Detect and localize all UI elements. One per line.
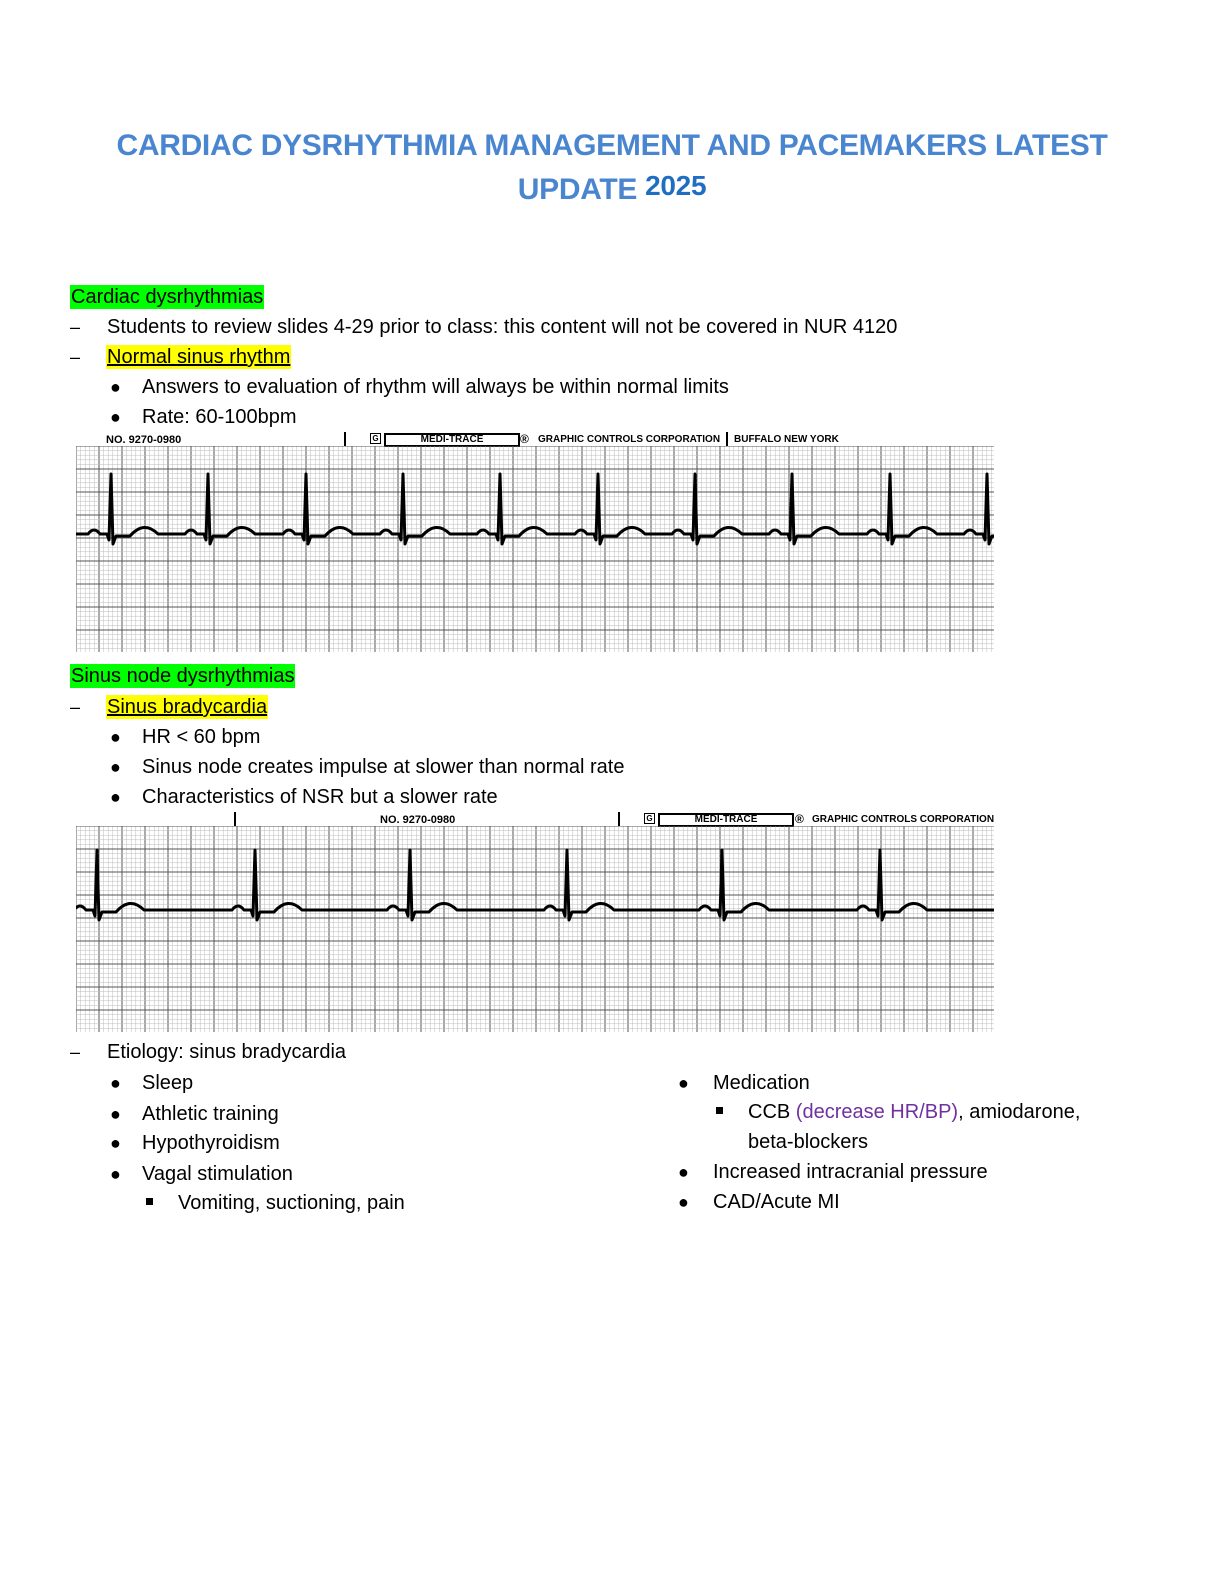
- brady-bullet-3: Characteristics of NSR but a slower rate: [142, 786, 498, 808]
- dash-bullet-icon: –: [70, 1042, 81, 1062]
- etiology-left-4: Vagal stimulation: [142, 1163, 293, 1185]
- etiology-right-sub: [748, 1099, 1080, 1125]
- sinus-brady-heading: [106, 694, 268, 720]
- strip1-divider-2: [726, 432, 728, 446]
- square-bullet-icon: [716, 1107, 723, 1114]
- heading-highlight: Cardiac dysrhythmias: [71, 286, 264, 308]
- bullet-icon: ●: [678, 1162, 689, 1182]
- strip1-number: NO. 9270-0980: [106, 434, 182, 446]
- etiology-right-sub-2: beta-blockers: [748, 1131, 869, 1153]
- etiology-left-sub: Vomiting, suctioning, pain: [178, 1192, 405, 1214]
- etiology-left-1: Sleep: [142, 1072, 194, 1094]
- bullet-icon: ●: [678, 1192, 689, 1212]
- nsr-bullet-1: Answers to evaluation of rhythm will always be within normal limits: [142, 376, 729, 398]
- nsr-bullet-2: Rate: 60-100bpm: [142, 406, 297, 428]
- strip1-city: BUFFALO NEW YORK: [734, 434, 839, 445]
- section-heading-cardiac: [70, 284, 264, 310]
- ecg-strip-normal-sinus: [76, 446, 994, 652]
- title-year: 2025: [645, 170, 707, 201]
- ccb-rest: , amiodarone,: [958, 1101, 1081, 1123]
- registered-icon: ®: [520, 432, 529, 446]
- dash-bullet-icon: –: [70, 347, 81, 367]
- registered-icon: ®: [795, 812, 804, 826]
- heading-highlight: Sinus node dysrhythmias: [71, 665, 295, 687]
- brady-bullet-1: HR < 60 bpm: [142, 726, 261, 748]
- bullet-icon: ●: [110, 1073, 121, 1093]
- brady-bullet-2: Sinus node creates impulse at slower than normal rate: [142, 756, 625, 778]
- strip1-divider: [344, 432, 346, 446]
- strip2-divider: [234, 812, 236, 826]
- g-logo-icon: G: [644, 813, 655, 824]
- section-heading-sinus-node: [70, 663, 295, 689]
- brady-highlight: Sinus bradycardia: [107, 696, 268, 718]
- title-line: CARDIAC DYSRHYTHMIA MANAGEMENT AND PACEMAKERS LATEST: [116, 129, 1108, 162]
- strip2-divider-2: [618, 812, 620, 826]
- nsr-heading: [106, 344, 291, 370]
- dash-bullet-icon: –: [70, 697, 81, 717]
- document-title-line2: [60, 168, 1164, 212]
- title-update-word: UPDATE: [517, 173, 638, 206]
- ccb-text: CCB: [748, 1101, 796, 1123]
- document-title: [60, 124, 1164, 168]
- square-bullet-icon: [146, 1198, 153, 1205]
- g-logo-icon: G: [370, 433, 381, 444]
- strip2-brand: MEDI-TRACE: [658, 813, 794, 827]
- strip2-company: GRAPHIC CONTROLS CORPORATION: [812, 814, 995, 825]
- ccb-note: (decrease HR/BP): [795, 1101, 959, 1123]
- etiology-label: Etiology: sinus bradycardia: [107, 1041, 347, 1063]
- strip1-brand: MEDI-TRACE: [384, 433, 520, 447]
- nsr-highlight: Normal sinus rhythm: [107, 346, 291, 368]
- ecg-strip-sinus-bradycardia: [76, 826, 994, 1032]
- strip1-company: GRAPHIC CONTROLS CORPORATION: [538, 434, 721, 445]
- bullet-icon: ●: [110, 407, 121, 427]
- review-note: Students to review slides 4-29 prior to class: this content will not be covered in NUR 4120: [107, 316, 898, 338]
- bullet-icon: ●: [678, 1073, 689, 1093]
- etiology-right-2: CAD/Acute MI: [713, 1191, 840, 1213]
- bullet-icon: ●: [110, 727, 121, 747]
- bullet-icon: ●: [110, 1104, 121, 1124]
- bullet-icon: ●: [110, 1133, 121, 1153]
- etiology-right-1: Increased intracranial pressure: [713, 1161, 988, 1183]
- etiology-right-med: Medication: [713, 1072, 810, 1094]
- bullet-icon: ●: [110, 757, 121, 777]
- etiology-left-3: Hypothyroidism: [142, 1132, 280, 1154]
- etiology-left-2: Athletic training: [142, 1103, 279, 1125]
- strip2-number: NO. 9270-0980: [380, 814, 456, 826]
- bullet-icon: ●: [110, 377, 121, 397]
- bullet-icon: ●: [110, 1164, 121, 1184]
- dash-bullet-icon: –: [70, 317, 81, 337]
- bullet-icon: ●: [110, 787, 121, 807]
